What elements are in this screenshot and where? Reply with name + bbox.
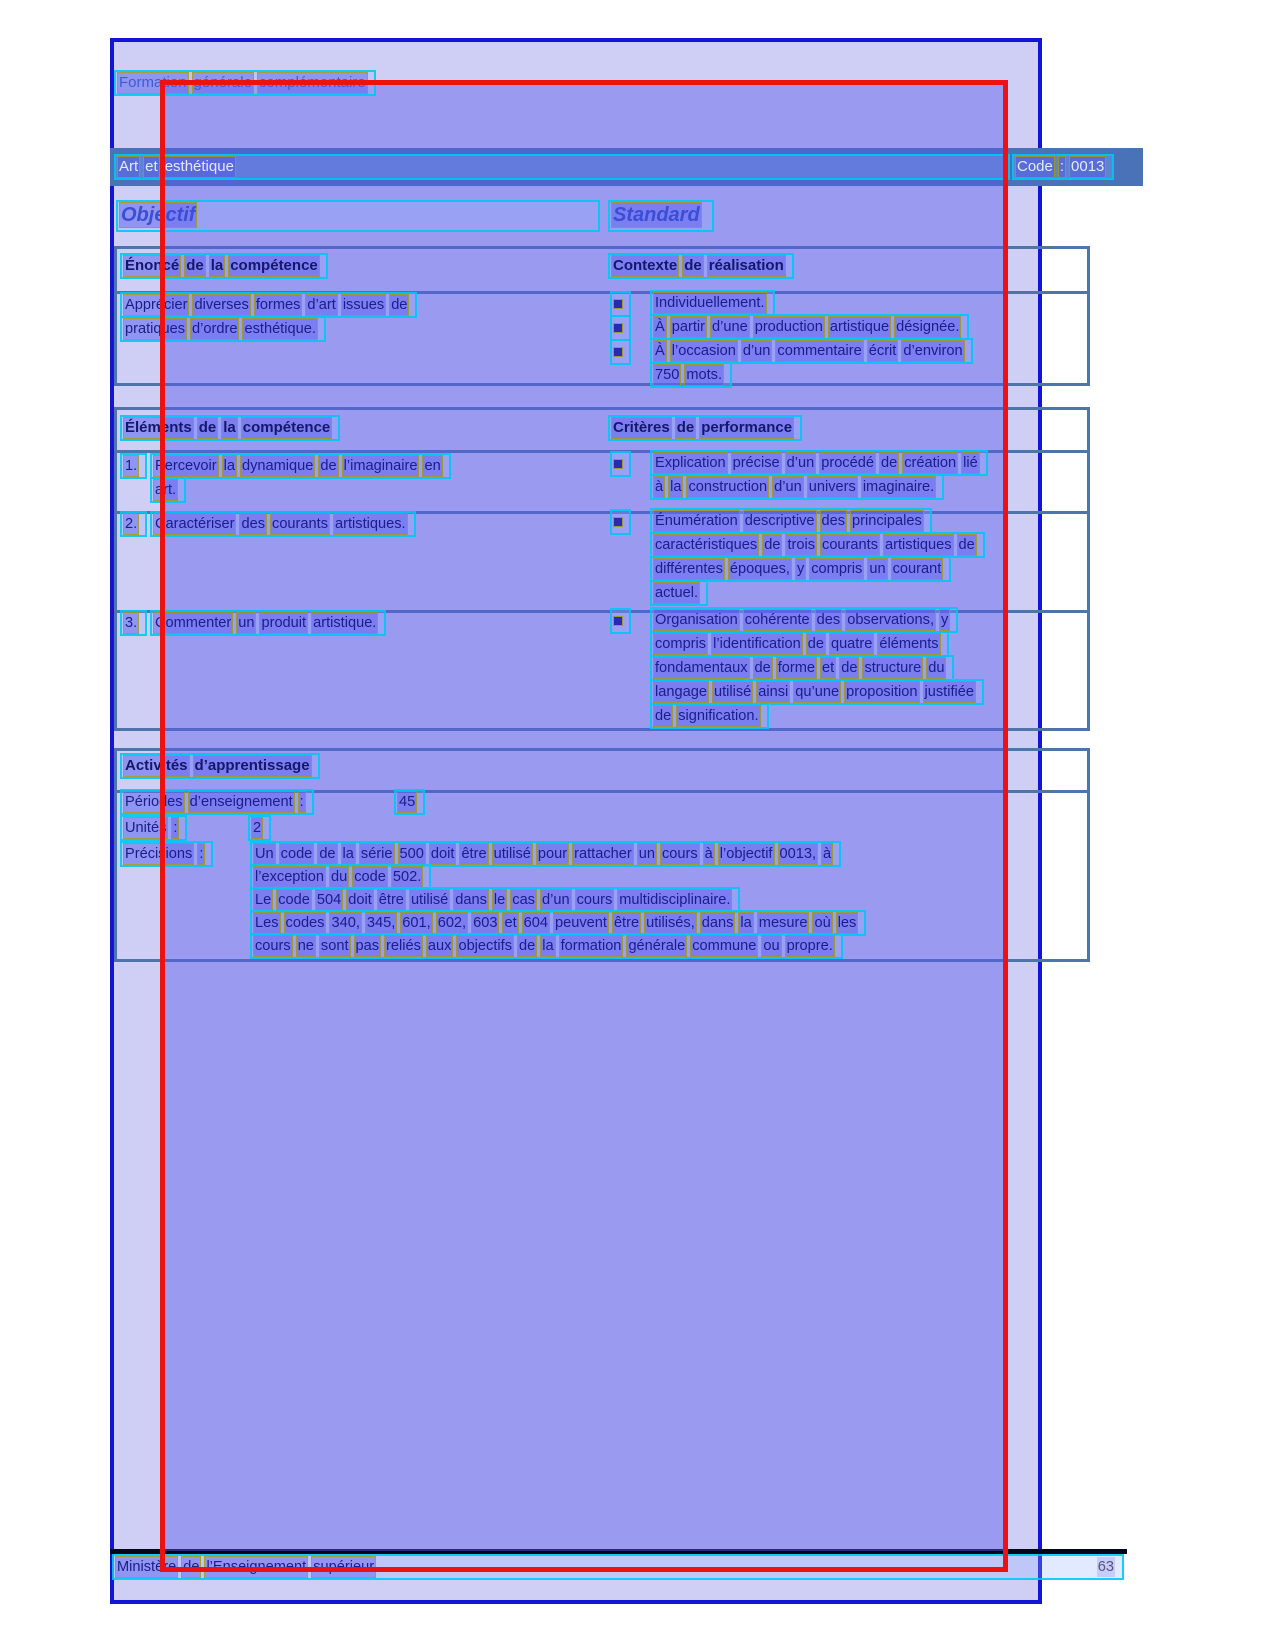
ocr-word: 603 bbox=[473, 915, 498, 931]
ocr-word: l’exception bbox=[255, 869, 324, 885]
ocr-word: d’une bbox=[711, 319, 748, 335]
periodes-value bbox=[396, 791, 423, 813]
ocr-word: supérieur bbox=[313, 1559, 375, 1575]
ocr-word: de bbox=[198, 419, 217, 436]
critere-line bbox=[652, 609, 956, 631]
precision-line bbox=[252, 866, 429, 888]
ocr-word: forme bbox=[777, 660, 816, 676]
ocr-word: d’environ bbox=[903, 343, 963, 359]
ocr-word: la bbox=[210, 257, 224, 274]
ocr-word: sont bbox=[320, 938, 349, 954]
ocr-word: doit bbox=[430, 846, 455, 862]
ocr-word: construction bbox=[688, 479, 768, 495]
ocr-word: justifiée bbox=[924, 684, 974, 700]
ocr-word: de bbox=[319, 846, 336, 862]
periodes-label bbox=[122, 791, 312, 813]
objectif-label bbox=[118, 202, 598, 230]
ocr-word: pour bbox=[537, 846, 568, 862]
ocr-word: et bbox=[145, 158, 158, 175]
ocr-word: code bbox=[278, 892, 310, 908]
ocr-word: utilisé bbox=[410, 892, 449, 908]
ocr-word: un bbox=[238, 615, 255, 631]
ocr-word: partir bbox=[671, 319, 705, 335]
ocr-word: artistique. bbox=[313, 615, 377, 631]
ocr-word: l’occasion bbox=[671, 343, 736, 359]
ocr-word: précise bbox=[732, 455, 780, 471]
ocr-word: la bbox=[542, 938, 554, 954]
ocr-word: la bbox=[342, 846, 354, 862]
ocr-word: cours bbox=[255, 938, 291, 954]
ocr-word: Contexte bbox=[613, 257, 678, 274]
ocr-word: la bbox=[223, 419, 236, 436]
ocr-word: à bbox=[704, 846, 713, 862]
ocr-word: qu’une bbox=[795, 684, 840, 700]
precision-line bbox=[252, 843, 839, 865]
ocr-word: : bbox=[173, 820, 178, 836]
ocr-word: Un bbox=[255, 846, 274, 862]
ocr-word: formation bbox=[560, 938, 622, 954]
contexte-line bbox=[652, 340, 971, 362]
ocr-word: ou bbox=[763, 938, 780, 954]
standard-label bbox=[610, 202, 712, 230]
bullet-icon bbox=[614, 300, 622, 308]
critere-line bbox=[652, 558, 949, 580]
ocr-word: utilisé bbox=[713, 684, 752, 700]
bullet-icon bbox=[614, 617, 622, 625]
ocr-word: en bbox=[424, 458, 441, 474]
ocr-word: esthétique bbox=[164, 158, 234, 175]
ocr-word: artistiques bbox=[885, 537, 952, 553]
ocr-word: des bbox=[821, 513, 846, 529]
ocr-word: Caractériser bbox=[155, 516, 235, 532]
ocr-word: la bbox=[670, 479, 682, 495]
ocr-word: 601, bbox=[402, 915, 431, 931]
ocr-word: éléments bbox=[879, 636, 939, 652]
ocr-word: la bbox=[223, 458, 235, 474]
ocr-word: Énoncé bbox=[125, 257, 180, 274]
ocr-word: descriptive bbox=[744, 513, 815, 529]
ocr-word: langage bbox=[655, 684, 707, 700]
ocr-word: de bbox=[958, 537, 975, 553]
ocr-word: générale bbox=[628, 938, 686, 954]
ocr-word: : bbox=[1059, 158, 1065, 175]
ocr-word: d’art bbox=[307, 297, 336, 313]
ocr-word: générale bbox=[193, 74, 252, 91]
ocr-word: propre. bbox=[786, 938, 833, 954]
ocr-word: À bbox=[655, 319, 665, 335]
enonce-line bbox=[122, 318, 324, 340]
ocr-word: peuvent bbox=[555, 915, 607, 931]
ocr-word: Les bbox=[255, 915, 279, 931]
enonce-line bbox=[122, 294, 415, 316]
ocr-word: Code bbox=[1017, 158, 1053, 175]
ocr-word: 3. bbox=[125, 615, 138, 631]
ocr-word: 504 bbox=[316, 892, 342, 908]
element-line bbox=[152, 455, 449, 477]
ocr-word: À bbox=[655, 343, 665, 359]
ocr-word: de bbox=[880, 455, 898, 471]
ocr-word: principales bbox=[852, 513, 922, 529]
ocr-word: Périodes bbox=[125, 794, 183, 810]
ocr-word: formes bbox=[255, 297, 301, 313]
ocr-word: quatre bbox=[830, 636, 873, 652]
ocr-word: dans bbox=[701, 915, 734, 931]
ocr-word: artistique bbox=[829, 319, 890, 335]
ocr-word: d’ordre bbox=[192, 321, 238, 337]
ocr-word: réalisation bbox=[708, 257, 784, 274]
ocr-word: signification. bbox=[678, 708, 759, 724]
ocr-word: complémentaire bbox=[258, 74, 366, 91]
ocr-word: de bbox=[676, 419, 695, 436]
bullet-icon bbox=[612, 341, 629, 363]
ocr-word: reliés bbox=[386, 938, 421, 954]
ocr-word: Éléments bbox=[125, 419, 192, 436]
bullet-icon bbox=[614, 460, 622, 468]
ocr-word: code bbox=[354, 869, 386, 885]
ocr-word: 1. bbox=[125, 458, 138, 474]
item-number bbox=[122, 513, 145, 535]
critere-line bbox=[652, 705, 767, 727]
ocr-word: codes bbox=[285, 915, 325, 931]
ocr-word: l’objectif bbox=[719, 846, 773, 862]
precision-line bbox=[252, 889, 738, 911]
precision-line bbox=[252, 912, 864, 934]
contexte-line bbox=[652, 364, 730, 386]
ocr-word: : bbox=[299, 794, 304, 810]
ocr-word: utilisés, bbox=[646, 915, 695, 931]
ocr-word: Standard bbox=[613, 204, 700, 226]
ocr-word: à bbox=[655, 479, 664, 495]
element-line bbox=[152, 612, 384, 634]
ocr-word: esthétique. bbox=[244, 321, 316, 337]
ocr-word: courants bbox=[822, 537, 878, 553]
contexte-line bbox=[652, 316, 967, 338]
ocr-word: à bbox=[823, 846, 832, 862]
ocr-word: lié bbox=[963, 455, 978, 471]
unites-label bbox=[122, 817, 185, 839]
ocr-word: série bbox=[360, 846, 393, 862]
ocr-word: époques, bbox=[729, 561, 790, 577]
elements-header bbox=[122, 417, 338, 439]
ocr-word: : bbox=[199, 846, 204, 862]
enonce-header bbox=[122, 255, 326, 277]
ocr-word: 500 bbox=[399, 846, 424, 862]
ocr-word: du bbox=[330, 869, 348, 885]
bullet-icon bbox=[612, 453, 629, 475]
ocr-word: où bbox=[814, 915, 831, 931]
bullet-icon bbox=[612, 610, 629, 632]
activites-header bbox=[122, 755, 318, 777]
ocr-word: création bbox=[904, 455, 957, 471]
ocr-word: dans bbox=[455, 892, 487, 908]
ocr-word: les bbox=[837, 915, 857, 931]
ocr-word: multidisciplinaire. bbox=[619, 892, 731, 908]
course-title bbox=[116, 156, 1008, 178]
ocr-word: Le bbox=[255, 892, 272, 908]
bullet-icon bbox=[614, 348, 622, 356]
ocr-word: 2 bbox=[253, 820, 262, 836]
ocr-word: de bbox=[655, 708, 672, 724]
precision-line bbox=[252, 935, 841, 957]
ocr-word: imaginaire. bbox=[862, 479, 935, 495]
ocr-word: code bbox=[280, 846, 313, 862]
ocr-word: 345, bbox=[366, 915, 396, 931]
ocr-word: caractéristiques bbox=[655, 537, 758, 553]
ocr-word: courants bbox=[272, 516, 328, 532]
precisions-label bbox=[122, 843, 211, 865]
ocr-word: objectifs bbox=[458, 938, 512, 954]
ocr-word: 0013 bbox=[1071, 158, 1105, 175]
ocr-word: actuel. bbox=[655, 585, 698, 601]
ocr-word: de bbox=[320, 458, 337, 474]
course-code bbox=[1014, 156, 1112, 178]
item-number bbox=[122, 455, 145, 477]
ocr-word: trois bbox=[787, 537, 816, 553]
ocr-word: la bbox=[740, 915, 752, 931]
ocr-word: Percevoir bbox=[155, 458, 217, 474]
ocr-word: issues bbox=[342, 297, 385, 313]
ocr-word: compétence bbox=[242, 419, 331, 436]
ocr-word: un bbox=[638, 846, 655, 862]
ocr-word: procédé bbox=[821, 455, 874, 471]
ocr-word: mots. bbox=[686, 367, 723, 383]
ocr-word: l’imaginaire bbox=[343, 458, 418, 474]
ocr-word: 2. bbox=[125, 516, 138, 532]
ocr-word: être bbox=[378, 892, 404, 908]
page-number: 63 bbox=[1097, 1559, 1114, 1575]
ocr-word: de bbox=[841, 660, 858, 676]
ocr-word: Critères bbox=[613, 419, 670, 436]
ocr-word: ne bbox=[297, 938, 314, 954]
critere-line bbox=[652, 476, 942, 498]
ocr-word: de bbox=[183, 1559, 200, 1575]
ocr-word: fondamentaux bbox=[655, 660, 748, 676]
ocr-word: d’un bbox=[774, 479, 802, 495]
ocr-word: désignée. bbox=[896, 319, 960, 335]
ocr-word: 750 bbox=[655, 367, 680, 383]
ocr-word: compris bbox=[811, 561, 863, 577]
ocr-word: univers bbox=[808, 479, 856, 495]
ocr-word: diverses bbox=[194, 297, 249, 313]
ocr-word: Organisation bbox=[655, 612, 738, 628]
program-title bbox=[116, 72, 374, 94]
ocr-word: d’enseignement bbox=[189, 794, 293, 810]
ocr-word: 502. bbox=[392, 869, 422, 885]
critere-line bbox=[652, 582, 706, 604]
ocr-word: performance bbox=[701, 419, 793, 436]
ocr-word: de bbox=[764, 537, 781, 553]
critere-line bbox=[652, 657, 952, 679]
unites-value bbox=[250, 817, 269, 839]
ocr-word: Apprécier bbox=[125, 297, 188, 313]
bullet-icon bbox=[612, 511, 629, 533]
ocr-word: observations, bbox=[847, 612, 935, 628]
ocr-word: production bbox=[754, 319, 823, 335]
ocr-word: cas bbox=[512, 892, 535, 908]
criteres-header bbox=[610, 417, 800, 439]
element-line bbox=[152, 513, 414, 535]
ocr-word: mesure bbox=[758, 915, 808, 931]
ocr-word: artistiques. bbox=[335, 516, 406, 532]
ocr-word: Énumération bbox=[655, 513, 738, 529]
ocr-word: Commenter bbox=[155, 615, 232, 631]
ocr-word: être bbox=[613, 915, 640, 931]
ocr-word: un bbox=[869, 561, 886, 577]
ocr-word: l’identification bbox=[713, 636, 801, 652]
ocr-word: des bbox=[816, 612, 841, 628]
ocr-word: commune bbox=[692, 938, 757, 954]
critere-line bbox=[652, 452, 986, 474]
ocr-word: 602, bbox=[437, 915, 467, 931]
critere-line bbox=[652, 633, 947, 655]
ocr-word: 604 bbox=[523, 915, 548, 931]
ocr-word: y bbox=[796, 561, 805, 577]
ocr-word: écrit bbox=[868, 343, 897, 359]
ocr-word: Individuellement. bbox=[655, 295, 765, 311]
ocr-word: de bbox=[684, 257, 702, 274]
ocr-word: cours bbox=[576, 892, 613, 908]
ocr-word: Art bbox=[119, 158, 139, 175]
ocr-word: être bbox=[461, 846, 487, 862]
critere-line bbox=[652, 534, 983, 556]
ocr-word: Explication bbox=[655, 455, 726, 471]
bullet-icon bbox=[614, 518, 622, 526]
ocr-word: dynamique bbox=[242, 458, 314, 474]
ministry-line bbox=[114, 1556, 1122, 1578]
ocr-word: compris bbox=[655, 636, 707, 652]
ocr-word: Formation bbox=[119, 74, 187, 91]
ocr-word: rattacher bbox=[574, 846, 632, 862]
ocr-word: Objectif bbox=[121, 204, 196, 226]
ocr-word: du bbox=[928, 660, 945, 676]
ocr-word: Précisions bbox=[125, 846, 193, 862]
ocr-word: de bbox=[391, 297, 408, 313]
ocr-word: différentes bbox=[655, 561, 723, 577]
ocr-word: d’un bbox=[786, 455, 815, 471]
ocr-word: l’Enseignement bbox=[206, 1559, 307, 1575]
critere-line bbox=[652, 510, 930, 532]
critere-line bbox=[652, 681, 982, 703]
ocr-word: commentaire bbox=[777, 343, 862, 359]
ocr-word: des bbox=[241, 516, 266, 532]
ocr-word: doit bbox=[348, 892, 372, 908]
ocr-word: utilisé bbox=[493, 846, 531, 862]
bullet-icon bbox=[612, 293, 629, 315]
ocr-word: et bbox=[822, 660, 835, 676]
ocr-word: Ministère bbox=[117, 1559, 177, 1575]
bullet-icon bbox=[614, 324, 622, 332]
ocr-word: Activités bbox=[125, 757, 188, 774]
ocr-word: de bbox=[754, 660, 771, 676]
ocr-word: 340, bbox=[331, 915, 360, 931]
ocr-word: 45 bbox=[399, 794, 416, 810]
ocr-word: et bbox=[504, 915, 517, 931]
ocr-word: pas bbox=[355, 938, 380, 954]
ocr-word: cohérente bbox=[744, 612, 810, 628]
ocr-word: Unités bbox=[125, 820, 167, 836]
ocr-word: le bbox=[493, 892, 506, 908]
ocr-word: 0013, bbox=[779, 846, 817, 862]
item-number bbox=[122, 612, 145, 634]
ocr-word: structure bbox=[864, 660, 922, 676]
element-line bbox=[152, 479, 184, 501]
ocr-word: produit bbox=[261, 615, 307, 631]
ocr-word: art. bbox=[155, 482, 177, 498]
ocr-word: de bbox=[807, 636, 824, 652]
ocr-word: courant bbox=[892, 561, 942, 577]
contexte-line bbox=[652, 292, 773, 314]
ocr-word: cours bbox=[661, 846, 698, 862]
ocr-word: ainsi bbox=[758, 684, 789, 700]
ocr-word: pratiques bbox=[125, 321, 186, 337]
bullet-icon bbox=[612, 317, 629, 339]
ocr-word: d’un bbox=[541, 892, 570, 908]
ocr-word: proposition bbox=[846, 684, 918, 700]
ocr-word: d’un bbox=[742, 343, 771, 359]
ocr-word: compétence bbox=[230, 257, 318, 274]
ocr-word: de bbox=[186, 257, 204, 274]
ocr-word: de bbox=[519, 938, 536, 954]
ocr-word: d’apprentissage bbox=[194, 757, 310, 774]
ocr-word: aux bbox=[427, 938, 452, 954]
contexte-header bbox=[610, 255, 792, 277]
ocr-word: y bbox=[941, 612, 949, 628]
